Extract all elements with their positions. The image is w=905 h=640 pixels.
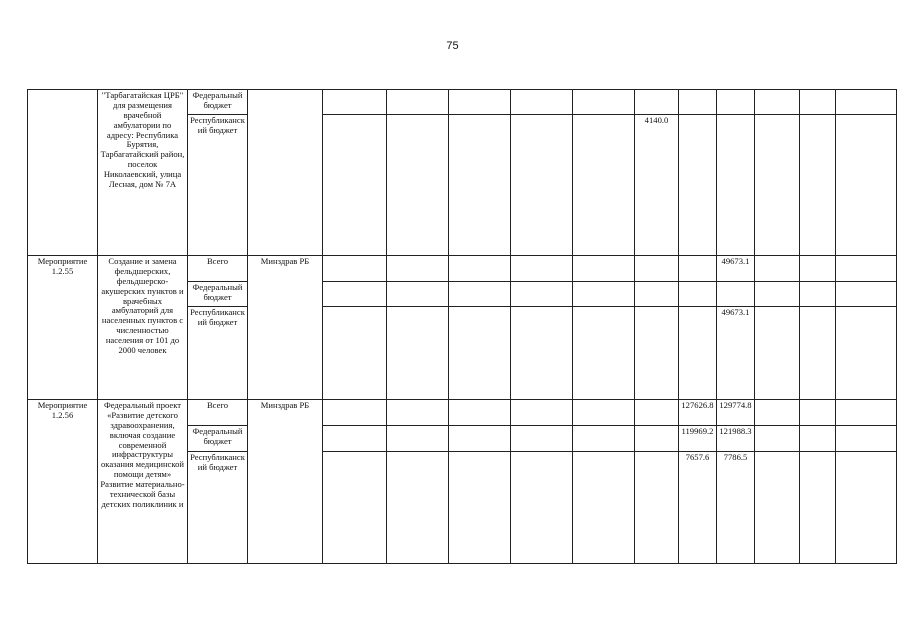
code-cell: Мероприятие 1.2.55	[28, 256, 98, 400]
table-row	[28, 256, 897, 282]
value-cell	[836, 115, 897, 256]
value-cell	[573, 256, 635, 282]
value-cell	[449, 282, 511, 307]
table-row	[28, 400, 897, 426]
value-cell	[511, 256, 573, 282]
value-cell	[449, 256, 511, 282]
value-cell	[679, 256, 717, 282]
value-cell	[836, 426, 897, 452]
value-cell	[755, 452, 800, 564]
value-cell	[717, 115, 755, 256]
value-cell	[323, 426, 387, 452]
table-row	[28, 90, 897, 115]
value-cell	[573, 282, 635, 307]
value-cell	[755, 400, 800, 426]
object-name-cell: "Тарбагатайская ЦРБ" для размещения врачебной амбулатории по адресу: Республика Бурятия, Тарбагатайский район, поселок Николаевский, улица Лесная, дом № 7А	[98, 90, 188, 256]
value-cell	[635, 90, 679, 115]
value-cell	[635, 452, 679, 564]
value-cell	[635, 307, 679, 400]
value-cell	[387, 400, 449, 426]
budget-table	[27, 89, 897, 564]
value-cell	[800, 426, 836, 452]
value-cell	[449, 115, 511, 256]
value-cell	[449, 452, 511, 564]
executor-cell: Минздрав РБ	[248, 256, 323, 400]
value-cell	[635, 256, 679, 282]
value-cell	[387, 282, 449, 307]
value-cell	[449, 426, 511, 452]
value-cell: 7786.5	[717, 452, 755, 564]
value-cell	[387, 115, 449, 256]
object-name-cell: Федеральный проект «Развитие детского здравоохранения, включая создание современной инфраструктуры оказания медицинской помощи детям» Развитие материально-технической базы детских поликлиник и	[98, 400, 188, 564]
value-cell	[573, 307, 635, 400]
source-label: Республиканский бюджет	[188, 307, 248, 400]
value-cell: 119969.2	[679, 426, 717, 452]
value-cell	[573, 400, 635, 426]
value-cell	[679, 90, 717, 115]
value-cell	[836, 452, 897, 564]
object-name-cell: Создание и замена фельдшерских, фельдшерско-акушерских пунктов и врачебных амбулаторий для населенных пунктов с численностью населения от 101 до 2000 человек	[98, 256, 188, 400]
source-label: Республиканский бюджет	[188, 452, 248, 564]
source-label: Всего	[188, 256, 248, 282]
value-cell	[323, 115, 387, 256]
value-cell	[836, 282, 897, 307]
value-cell	[573, 90, 635, 115]
value-cell	[635, 400, 679, 426]
value-cell	[511, 90, 573, 115]
value-cell	[679, 307, 717, 400]
value-cell	[800, 452, 836, 564]
value-cell	[511, 452, 573, 564]
source-label: Всего	[188, 400, 248, 426]
value-cell	[800, 282, 836, 307]
value-cell	[717, 282, 755, 307]
source-label: Федеральный бюджет	[188, 426, 248, 452]
value-cell	[323, 452, 387, 564]
value-cell	[755, 115, 800, 256]
value-cell	[679, 115, 717, 256]
value-cell	[800, 115, 836, 256]
value-cell	[679, 282, 717, 307]
value-cell	[387, 90, 449, 115]
value-cell	[755, 282, 800, 307]
value-cell	[449, 307, 511, 400]
value-cell	[836, 400, 897, 426]
value-cell	[387, 452, 449, 564]
value-cell	[323, 256, 387, 282]
value-cell	[387, 307, 449, 400]
code-cell: Мероприятие 1.2.56	[28, 400, 98, 564]
value-cell	[800, 90, 836, 115]
value-cell	[387, 426, 449, 452]
value-cell	[635, 426, 679, 452]
value-cell	[800, 256, 836, 282]
source-label: Федеральный бюджет	[188, 90, 248, 115]
value-cell	[755, 307, 800, 400]
source-label: Республиканский бюджет	[188, 115, 248, 256]
value-cell: 4140.0	[635, 115, 679, 256]
value-cell	[323, 90, 387, 115]
value-cell: 121988.3	[717, 426, 755, 452]
value-cell	[323, 282, 387, 307]
value-cell	[836, 307, 897, 400]
value-cell	[511, 282, 573, 307]
value-cell	[800, 307, 836, 400]
value-cell	[573, 452, 635, 564]
value-cell	[573, 115, 635, 256]
code-cell	[28, 90, 98, 256]
value-cell	[449, 400, 511, 426]
value-cell	[635, 282, 679, 307]
value-cell	[755, 90, 800, 115]
value-cell	[511, 115, 573, 256]
value-cell	[511, 400, 573, 426]
value-cell	[323, 307, 387, 400]
value-cell: 7657.6	[679, 452, 717, 564]
value-cell: 129774.8	[717, 400, 755, 426]
value-cell	[449, 90, 511, 115]
value-cell	[836, 256, 897, 282]
value-cell: 127626.8	[679, 400, 717, 426]
value-cell	[511, 307, 573, 400]
value-cell	[717, 90, 755, 115]
source-label: Федеральный бюджет	[188, 282, 248, 307]
value-cell	[836, 90, 897, 115]
value-cell	[511, 426, 573, 452]
value-cell	[323, 400, 387, 426]
value-cell	[755, 256, 800, 282]
value-cell: 49673.1	[717, 307, 755, 400]
value-cell	[387, 256, 449, 282]
value-cell	[573, 426, 635, 452]
executor-cell: Минздрав РБ	[248, 400, 323, 564]
page-number: 75	[446, 40, 459, 52]
executor-cell	[248, 90, 323, 256]
value-cell	[800, 400, 836, 426]
value-cell: 49673.1	[717, 256, 755, 282]
value-cell	[755, 426, 800, 452]
